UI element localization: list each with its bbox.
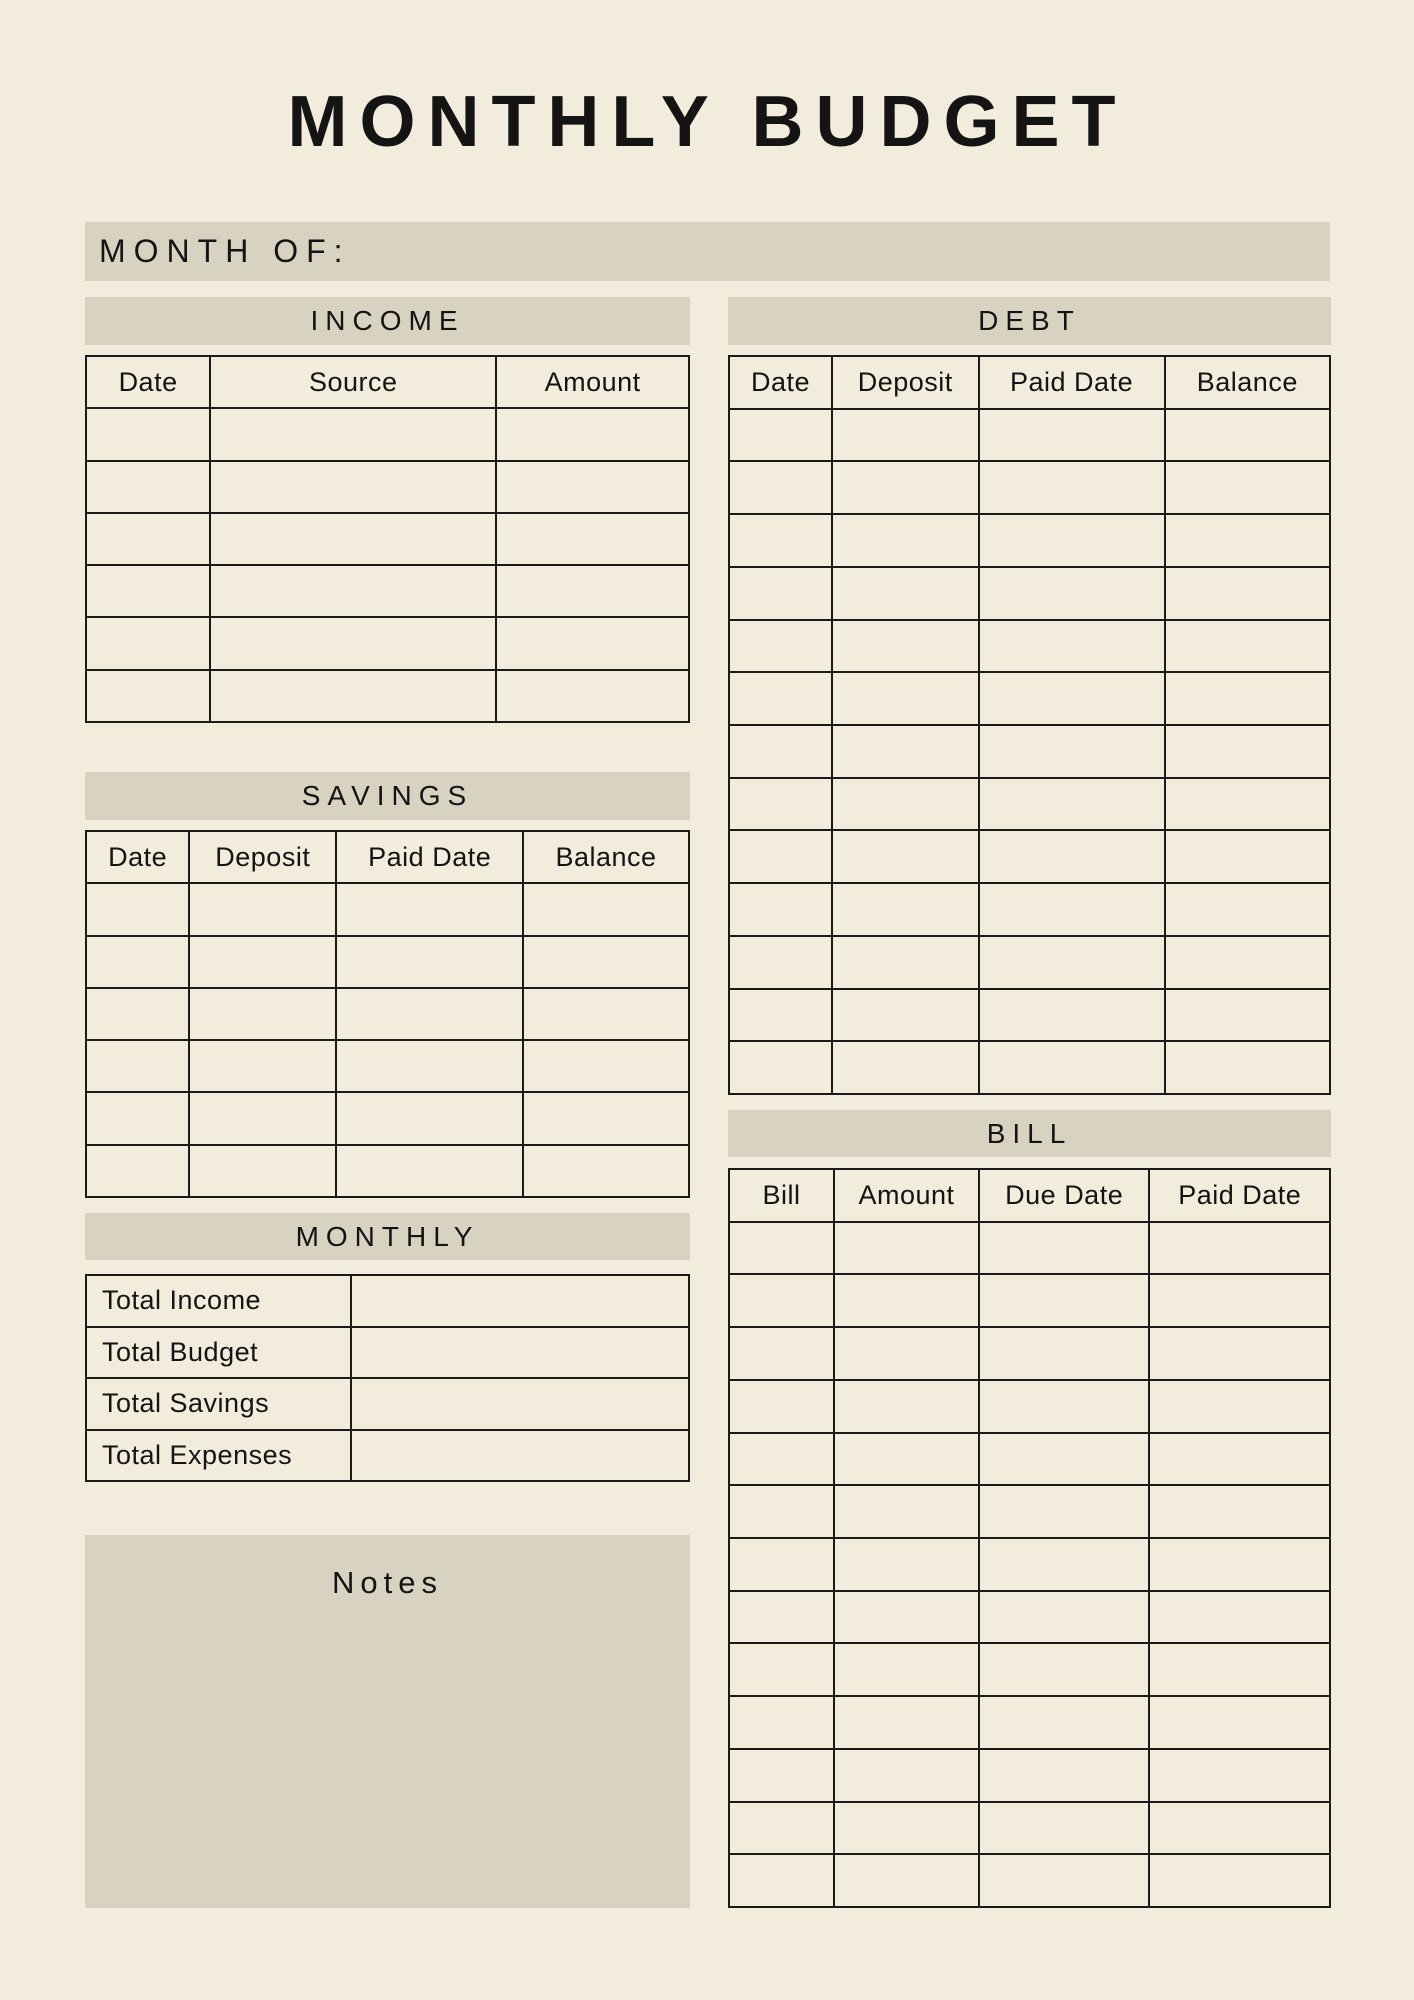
empty-cell: [835, 1275, 980, 1326]
savings-section-header: [85, 772, 690, 820]
table-row: [730, 1644, 1329, 1697]
empty-cell: [980, 410, 1166, 461]
empty-cell: [730, 1750, 835, 1801]
empty-cell: [1166, 410, 1329, 461]
empty-cell: [211, 671, 497, 721]
empty-cell: [497, 618, 688, 668]
table-row: [87, 618, 688, 670]
table-row: [87, 1379, 688, 1431]
empty-cell: [730, 673, 833, 724]
table-row: [730, 1803, 1329, 1856]
empty-cell: [337, 937, 524, 987]
empty-cell: [730, 937, 833, 988]
empty-cell: [730, 884, 833, 935]
table-row: [730, 673, 1329, 726]
table-row: [730, 1855, 1329, 1906]
table-row: [87, 1276, 688, 1328]
table-row: [87, 1041, 688, 1093]
empty-cell: [1150, 1486, 1329, 1537]
empty-cell: [835, 1855, 980, 1906]
summary-value-cell: [352, 1276, 688, 1326]
column-header: Date: [87, 357, 211, 407]
left-column: [85, 297, 690, 1908]
empty-cell: [1166, 884, 1329, 935]
empty-cell: [833, 1042, 980, 1093]
empty-cell: [980, 621, 1166, 672]
empty-cell: [835, 1803, 980, 1854]
empty-cell: [1166, 568, 1329, 619]
empty-cell: [337, 1093, 524, 1143]
empty-cell: [337, 989, 524, 1039]
empty-cell: [833, 779, 980, 830]
empty-cell: [190, 1041, 337, 1091]
table-row: [730, 726, 1329, 779]
bill-section-header: [728, 1110, 1331, 1157]
column-header: Paid Date: [980, 357, 1166, 408]
empty-cell: [730, 1644, 835, 1695]
empty-cell: [1150, 1750, 1329, 1801]
empty-cell: [190, 989, 337, 1039]
empty-cell: [980, 568, 1166, 619]
empty-cell: [730, 1539, 835, 1590]
empty-cell: [730, 1042, 833, 1093]
empty-cell: [833, 884, 980, 935]
table-row: [87, 884, 688, 936]
empty-cell: [497, 409, 688, 459]
right-column: [728, 297, 1331, 1908]
debt-table: [728, 355, 1331, 1095]
empty-cell: [835, 1697, 980, 1748]
column-header: Bill: [730, 1170, 835, 1221]
bill-title: BILL: [986, 1117, 1073, 1149]
empty-cell: [337, 1041, 524, 1091]
debt-header-row: [730, 357, 1329, 410]
income-section-header: [85, 297, 690, 345]
empty-cell: [497, 671, 688, 721]
empty-cell: [835, 1223, 980, 1274]
column-header: Due Date: [980, 1170, 1151, 1221]
table-row: [87, 462, 688, 514]
empty-cell: [211, 566, 497, 616]
column-header: Balance: [555, 841, 657, 872]
table-row: [730, 937, 1329, 990]
empty-cell: [835, 1539, 980, 1590]
empty-cell: [1166, 515, 1329, 566]
empty-cell: [730, 462, 833, 513]
empty-cell: [835, 1381, 980, 1432]
month-of-band: [85, 222, 1330, 281]
empty-cell: [730, 726, 833, 777]
table-row: [730, 1275, 1329, 1328]
empty-cell: [730, 1486, 835, 1537]
empty-cell: [835, 1644, 980, 1695]
empty-cell: [730, 1223, 835, 1274]
empty-cell: [1150, 1275, 1329, 1326]
column-header: Date: [730, 357, 833, 408]
table-row: [730, 462, 1329, 515]
empty-cell: [211, 462, 497, 512]
empty-cell: [497, 566, 688, 616]
empty-cell: [980, 1750, 1151, 1801]
table-row: [87, 989, 688, 1041]
table-row: [87, 1146, 688, 1196]
monthly-summary-table: [85, 1274, 690, 1482]
table-row: [730, 1592, 1329, 1645]
empty-cell: [730, 1381, 835, 1432]
empty-cell: [1166, 621, 1329, 672]
empty-cell: [833, 621, 980, 672]
empty-cell: [87, 1146, 190, 1196]
notes-title: Notes: [332, 1565, 443, 1600]
empty-cell: [87, 937, 190, 987]
empty-cell: [980, 673, 1166, 724]
table-row: [730, 1697, 1329, 1750]
empty-cell: [980, 1275, 1151, 1326]
bill-header-row: [730, 1170, 1329, 1223]
summary-value-cell: [352, 1431, 688, 1481]
empty-cell: [730, 1592, 835, 1643]
income-table: [85, 355, 690, 723]
bill-table: [728, 1168, 1331, 1908]
table-row: [730, 1434, 1329, 1487]
empty-cell: [730, 779, 833, 830]
empty-cell: [87, 1041, 190, 1091]
summary-label: Total Budget: [87, 1328, 352, 1378]
empty-cell: [1150, 1328, 1329, 1379]
empty-cell: [190, 1146, 337, 1196]
empty-cell: [980, 937, 1166, 988]
empty-cell: [980, 779, 1166, 830]
empty-cell: [87, 1093, 190, 1143]
empty-cell: [337, 884, 524, 934]
empty-cell: [980, 1592, 1151, 1643]
empty-cell: [524, 989, 688, 1039]
empty-cell: [833, 568, 980, 619]
table-row: [730, 779, 1329, 832]
empty-cell: [835, 1328, 980, 1379]
empty-cell: [980, 1434, 1151, 1485]
savings-table: [85, 830, 690, 1198]
empty-cell: [730, 1328, 835, 1379]
empty-cell: [730, 1803, 835, 1854]
empty-cell: [211, 409, 497, 459]
table-row: [730, 1750, 1329, 1803]
table-row: [730, 831, 1329, 884]
summary-label: Total Income: [87, 1276, 352, 1326]
savings-header-row: [87, 832, 688, 884]
empty-cell: [980, 1223, 1151, 1274]
empty-cell: [980, 1697, 1151, 1748]
empty-cell: [730, 410, 833, 461]
column-header: Balance: [1196, 366, 1298, 397]
empty-cell: [730, 621, 833, 672]
debt-title: DEBT: [978, 305, 1081, 336]
empty-cell: [1166, 831, 1329, 882]
column-header: Date: [87, 832, 190, 882]
empty-cell: [833, 673, 980, 724]
debt-section-header: [728, 297, 1331, 345]
table-row: [730, 990, 1329, 1043]
summary-label: Total Expenses: [87, 1431, 352, 1481]
table-row: [87, 1093, 688, 1145]
income-header-row: [87, 357, 688, 409]
empty-cell: [497, 514, 688, 564]
empty-cell: [1166, 462, 1329, 513]
empty-cell: [730, 568, 833, 619]
empty-cell: [497, 462, 688, 512]
column-header: Paid Date: [1178, 1179, 1302, 1210]
table-row: [87, 671, 688, 721]
table-row: [730, 1223, 1329, 1276]
table-row: [87, 937, 688, 989]
table-row: [730, 515, 1329, 568]
empty-cell: [1150, 1539, 1329, 1590]
empty-cell: [1150, 1434, 1329, 1485]
savings-title: SAVINGS: [301, 780, 474, 811]
empty-cell: [730, 515, 833, 566]
empty-cell: [87, 409, 211, 459]
summary-value-cell: [352, 1379, 688, 1429]
empty-cell: [835, 1434, 980, 1485]
column-header: Amount: [835, 1170, 980, 1221]
empty-cell: [833, 462, 980, 513]
empty-cell: [730, 1697, 835, 1748]
columns-wrap: [85, 297, 1330, 1908]
empty-cell: [1150, 1855, 1329, 1906]
empty-cell: [980, 1855, 1151, 1906]
empty-cell: [835, 1750, 980, 1801]
empty-cell: [211, 618, 497, 668]
empty-cell: [835, 1592, 980, 1643]
empty-cell: [524, 884, 688, 934]
empty-cell: [1150, 1223, 1329, 1274]
table-row: [87, 409, 688, 461]
empty-cell: [87, 884, 190, 934]
empty-cell: [1166, 937, 1329, 988]
empty-cell: [1150, 1803, 1329, 1854]
empty-cell: [833, 937, 980, 988]
table-row: [87, 514, 688, 566]
empty-cell: [337, 1146, 524, 1196]
empty-cell: [980, 1803, 1151, 1854]
empty-cell: [980, 990, 1166, 1041]
empty-cell: [524, 937, 688, 987]
empty-cell: [1166, 990, 1329, 1041]
empty-cell: [1150, 1697, 1329, 1748]
empty-cell: [730, 831, 833, 882]
empty-cell: [730, 1275, 835, 1326]
table-row: [730, 1042, 1329, 1093]
empty-cell: [833, 726, 980, 777]
empty-cell: [524, 1146, 688, 1196]
empty-cell: [980, 515, 1166, 566]
empty-cell: [190, 937, 337, 987]
table-row: [730, 1486, 1329, 1539]
empty-cell: [87, 989, 190, 1039]
summary-value-cell: [352, 1328, 688, 1378]
empty-cell: [87, 671, 211, 721]
monthly-title: MONTHLY: [295, 1220, 480, 1252]
empty-cell: [1150, 1381, 1329, 1432]
empty-cell: [980, 1644, 1151, 1695]
empty-cell: [1166, 1042, 1329, 1093]
empty-cell: [730, 990, 833, 1041]
column-header: Deposit: [833, 357, 980, 408]
empty-cell: [1150, 1592, 1329, 1643]
table-row: [87, 1328, 688, 1380]
column-header: Source: [211, 357, 497, 407]
empty-cell: [833, 410, 980, 461]
empty-cell: [833, 990, 980, 1041]
table-row: [730, 410, 1329, 463]
column-header: Paid Date: [337, 832, 524, 882]
table-row: [730, 568, 1329, 621]
empty-cell: [980, 1042, 1166, 1093]
empty-cell: [87, 618, 211, 668]
empty-cell: [980, 462, 1166, 513]
table-row: [730, 884, 1329, 937]
empty-cell: [1166, 673, 1329, 724]
empty-cell: [730, 1855, 835, 1906]
column-header: Amount: [544, 366, 641, 397]
empty-cell: [211, 514, 497, 564]
empty-cell: [980, 1328, 1151, 1379]
empty-cell: [980, 1381, 1151, 1432]
income-title: INCOME: [310, 305, 465, 336]
empty-cell: [980, 1539, 1151, 1590]
table-row: [730, 1539, 1329, 1592]
empty-cell: [190, 884, 337, 934]
empty-cell: [87, 566, 211, 616]
table-row: [87, 1431, 688, 1481]
table-row: [730, 1328, 1329, 1381]
empty-cell: [833, 515, 980, 566]
sheet: [0, 84, 1414, 1908]
empty-cell: [524, 1093, 688, 1143]
empty-cell: [980, 831, 1166, 882]
page-title: MONTHLY BUDGET: [287, 82, 1128, 162]
empty-cell: [980, 726, 1166, 777]
month-of-label: MONTH OF:: [99, 233, 351, 269]
monthly-section-header: [85, 1213, 690, 1260]
empty-cell: [1150, 1644, 1329, 1695]
empty-cell: [524, 1041, 688, 1091]
empty-cell: [1166, 779, 1329, 830]
empty-cell: [730, 1434, 835, 1485]
notes-box: [85, 1535, 690, 1908]
table-row: [730, 1381, 1329, 1434]
table-row: [730, 621, 1329, 674]
table-row: [87, 566, 688, 618]
empty-cell: [980, 884, 1166, 935]
empty-cell: [980, 1486, 1151, 1537]
empty-cell: [833, 831, 980, 882]
column-header: Deposit: [190, 832, 337, 882]
empty-cell: [835, 1486, 980, 1537]
empty-cell: [190, 1093, 337, 1143]
empty-cell: [87, 462, 211, 512]
empty-cell: [1166, 726, 1329, 777]
summary-label: Total Savings: [87, 1379, 352, 1429]
empty-cell: [87, 514, 211, 564]
